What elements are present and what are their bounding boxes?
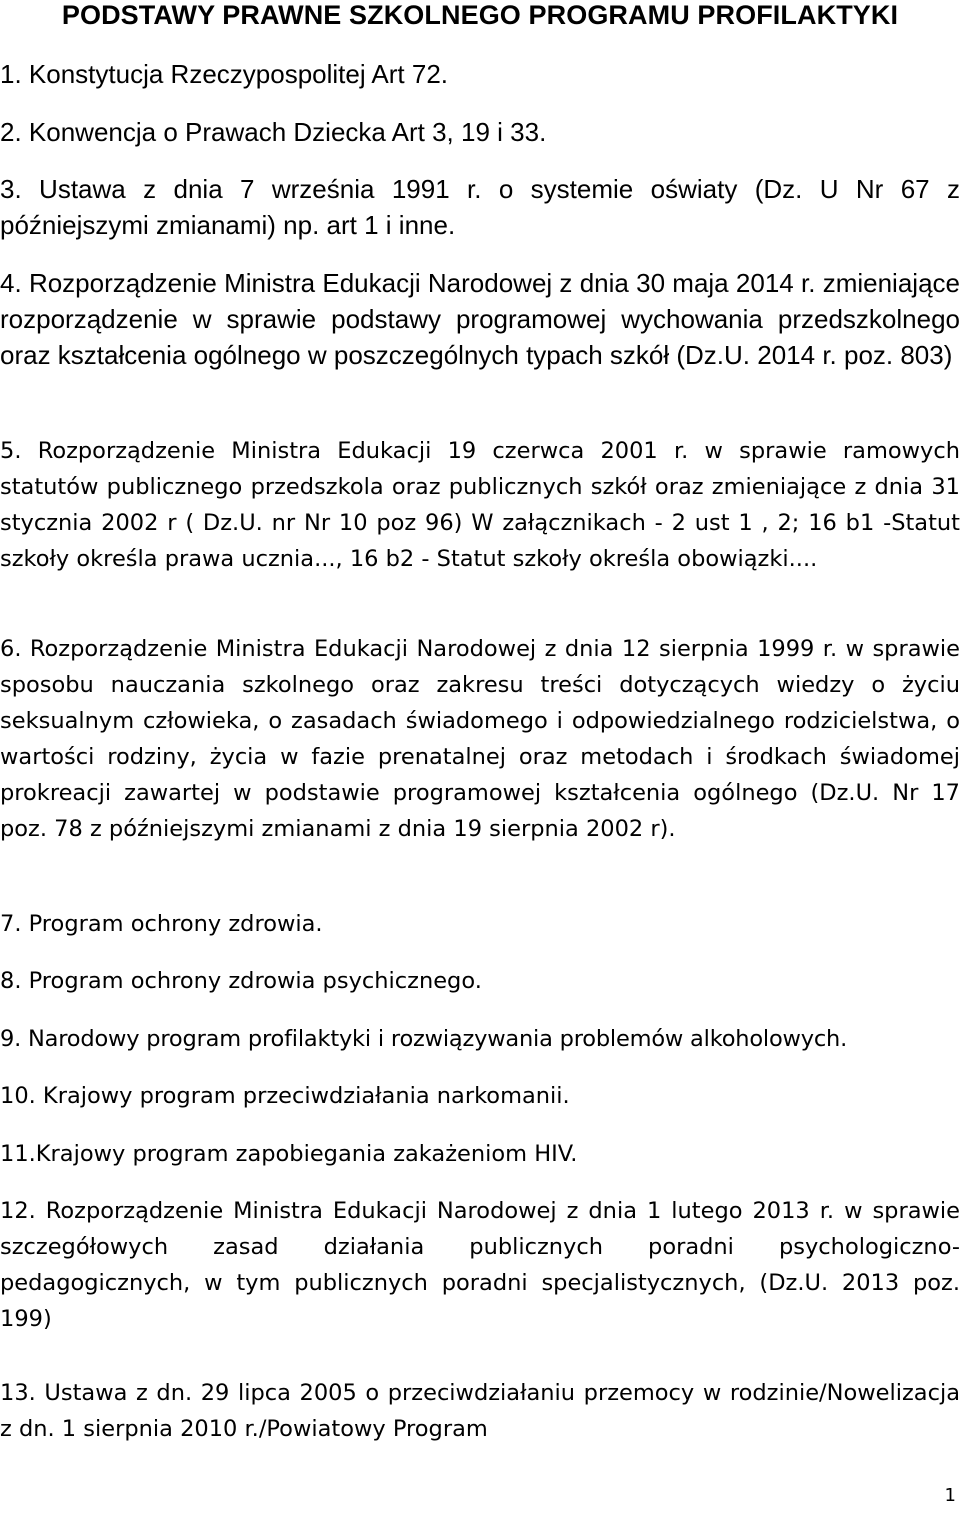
- list-item-2: 2. Konwencja o Prawach Dziecka Art 3, 19 i 33.: [0, 117, 547, 147]
- list-item-12: 12. Rozporządzenie Ministra Edukacji Narodowej z dnia 1 lutego 2013 r. w sprawie szczegółowych zasad działania publicznych poradni psychologiczno-pedagogicznych, w tym publicznych poradni specjalistycznych, (Dz.U. 2013 poz. 199): [0, 1198, 960, 1332]
- document-title: PODSTAWY PRAWNE SZKOLNEGO PROGRAMU PROFILAKTYKI: [61, 0, 899, 30]
- list-item-10: 10. Krajowy program przeciwdziałania narkomanii.: [0, 1083, 570, 1109]
- list-item-13: 13. Ustawa z dn. 29 lipca 2005 o przeciwdziałaniu przemocy w rodzinie/Nowelizacja z dn. 1 sierpnia 2010 r./Powiatowy Program: [0, 1380, 960, 1442]
- list-item-4: 4. Rozporządzenie Ministra Edukacji Narodowej z dnia 30 maja 2014 r. zmieniające rozporządzenie w sprawie podstawy programowej wychowania przedszkolnego oraz kształcenia ogólnego w poszczególnych typach szkół (Dz.U. 2014 r. poz. 803): [0, 268, 960, 370]
- list-item-7: 7. Program ochrony zdrowia.: [0, 911, 323, 937]
- list-item-3: 3. Ustawa z dnia 7 września 1991 r. o systemie oświaty (Dz. U Nr 67 z późniejszymi zmianami) np. art 1 i inne.: [0, 174, 960, 240]
- list-item-1: 1. Konstytucja Rzeczypospolitej Art 72.: [0, 59, 449, 89]
- list-item-8: 8. Program ochrony zdrowia psychicznego.: [0, 968, 482, 994]
- list-item-11: 11.Krajowy program zapobiegania zakażeniom HIV.: [0, 1141, 578, 1167]
- list-item-6: 6. Rozporządzenie Ministra Edukacji Narodowej z dnia 12 sierpnia 1999 r. w sprawie sposobu nauczania szkolnego oraz zakresu treści dotyczących wiedzy o życiu seksualnym człowieka, o zasadach świadomego i odpowiedzialnego rodzicielstwa, o wartości rodziny, życia w fazie prenatalnej oraz metodach i środkach świadomej prokreacji zawartej w podstawie programowej kształcenia ogólnego (Dz.U. Nr 17 poz. 78 z późniejszymi zmianami z dnia 19 sierpnia 2002 r).: [0, 636, 960, 842]
- list-item-9: 9. Narodowy program profilaktyki i rozwiązywania problemów alkoholowych.: [0, 1026, 848, 1052]
- page-number: 1: [944, 1485, 956, 1506]
- list-item-5: 5. Rozporządzenie Ministra Edukacji 19 czerwca 2001 r. w sprawie ramowych statutów publicznego przedszkola oraz publicznych szkół oraz zmieniające z dnia 31 stycznia 2002 r ( Dz.U. nr Nr 10 poz 96) W załącznikach - 2 ust 1 , 2; 16 b1 -Statut szkoły określa prawa ucznia..., 16 b2 - Statut szkoły określa obowiązki....: [0, 438, 960, 572]
